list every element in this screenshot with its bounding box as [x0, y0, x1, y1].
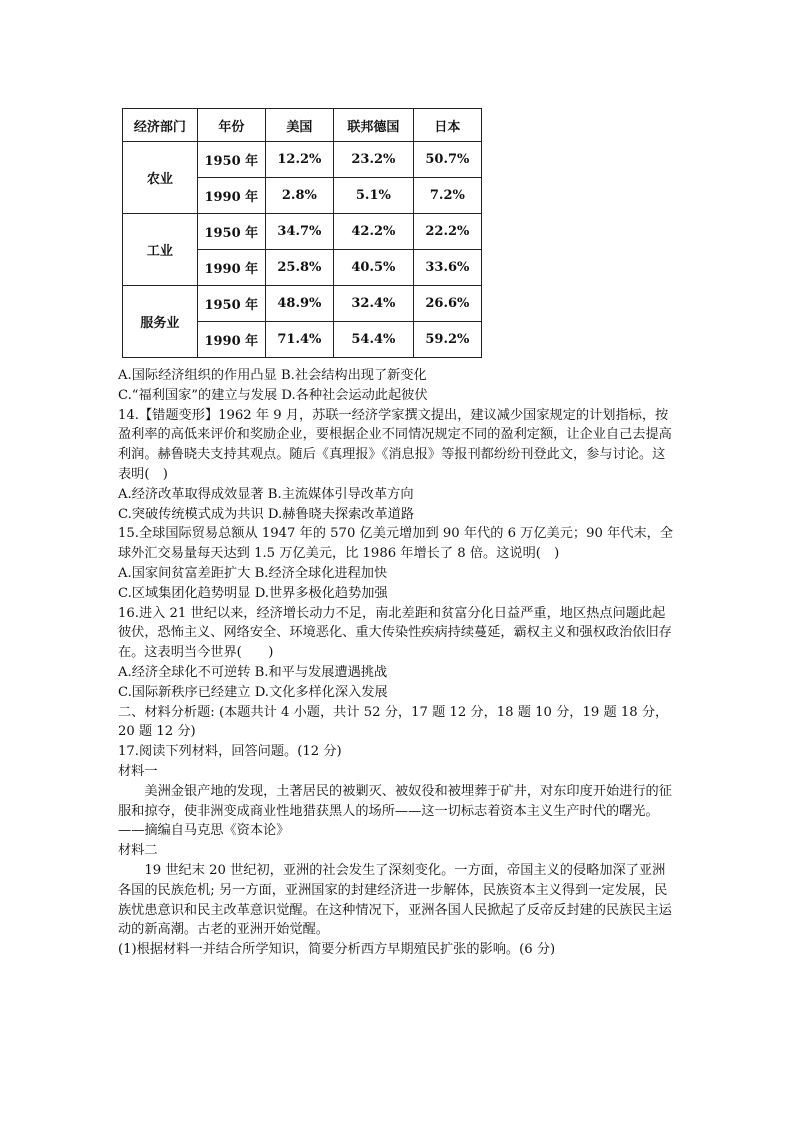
- table-row: [123, 142, 482, 178]
- header-sector: 经济部门: [123, 109, 198, 142]
- option-line: A.国家间贫富差距扩大 B.经济全球化进程加快: [118, 565, 388, 581]
- option-line: C.国际新秩序已经建立 D.文化多样化深入发展: [118, 684, 388, 700]
- option-line: A.经济全球化不可逆转 B.和平与发展遭遇挑战: [118, 664, 388, 680]
- question-16: 16.进入 21 世纪以来，经济增长动力不足，南北差距和贫富分化日益严重，地区热点问题此起彼伏，恐怖主义、网络安全、环境恶化、重大传染性疾病持续蔓延，霸权主义和强权政治依旧存在。这表明当今世界( ): [118, 605, 672, 661]
- table-row: [123, 214, 482, 250]
- sector-agriculture: 农业: [123, 142, 198, 214]
- year-cell: 1990 年: [197, 178, 265, 214]
- value-cell: 23.2%: [333, 142, 413, 178]
- table-header-row: [123, 109, 482, 142]
- material-paragraph: 美洲金银产地的发现，土著居民的被剿灭、被奴役和被埋葬于矿井，对东印度开始进行的征服和掠夺，使非洲变成商业性地猎获黑人的场所——这一切标志着资本主义生产时代的曙光。: [118, 783, 672, 819]
- value-cell: 34.7%: [265, 214, 333, 250]
- sector-services: 服务业: [123, 286, 198, 358]
- option-line: A.经济改革取得成效显著 B.主流媒体引导改革方向: [118, 486, 414, 502]
- value-cell: 33.6%: [413, 250, 481, 286]
- value-cell: 2.8%: [265, 178, 333, 214]
- value-cell: 12.2%: [265, 142, 333, 178]
- year-cell: 1950 年: [197, 214, 265, 250]
- value-cell: 48.9%: [265, 286, 333, 322]
- value-cell: 22.2%: [413, 214, 481, 250]
- material-label: 材料一: [118, 763, 158, 779]
- question-17: 17.阅读下列材料，回答问题。(12 分): [118, 744, 342, 760]
- year-cell: 1990 年: [197, 250, 265, 286]
- economic-sector-table: [122, 108, 482, 358]
- header-west-germany: 联邦德国: [333, 109, 413, 142]
- year-cell: 1950 年: [197, 286, 265, 322]
- option-line: C.突破传统模式成为共识 D.赫鲁晓夫探索改革道路: [118, 506, 415, 522]
- question-14: 14.【错题变形】1962 年 9 月，苏联一经济学家撰文提出，建议减少国家规定的计划指标，按盈利率的高低来评价和奖励企业，要根据企业不同情况规定不同的盈利定额，让企业自己去提高利润。赫鲁晓夫支持其观点。随后《真理报》《消息报》等报刊都纷纷刊登此文，参与讨论。这表明( ): [118, 407, 672, 482]
- value-cell: 7.2%: [413, 178, 481, 214]
- option-line: C.区域集团化趋势明显 D.世界多极化趋势加强: [118, 585, 388, 601]
- value-cell: 40.5%: [333, 250, 413, 286]
- table-row: [123, 286, 482, 322]
- value-cell: 42.2%: [333, 214, 413, 250]
- citation: ——摘编自马克思《资本论》: [118, 823, 290, 839]
- value-cell: 26.6%: [413, 286, 481, 322]
- value-cell: 59.2%: [413, 322, 481, 358]
- header-usa: 美国: [265, 109, 333, 142]
- option-line: C.“福利国家”的建立与发展 D.各种社会运动此起彼伏: [118, 387, 428, 403]
- value-cell: 50.7%: [413, 142, 481, 178]
- sector-industry: 工业: [123, 214, 198, 286]
- sub-question: (1)根据材料一并结合所学知识，简要分析西方早期殖民扩张的影响。(6 分): [118, 942, 556, 958]
- option-line: A.国际经济组织的作用凸显 B.社会结构出现了新变化: [118, 368, 427, 383]
- year-cell: 1990 年: [197, 322, 265, 358]
- value-cell: 71.4%: [265, 322, 333, 358]
- material-label: 材料二: [118, 843, 158, 859]
- section-heading: 二、材料分析题: (本题共计 4 小题，共计 52 分，17 题 12 分，18 题 10 分，19 题 18 分，20 题 12 分): [118, 704, 669, 740]
- value-cell: 32.4%: [333, 286, 413, 322]
- value-cell: 25.8%: [265, 250, 333, 286]
- header-year: 年份: [197, 109, 265, 142]
- material-paragraph: 19 世纪末 20 世纪初，亚洲的社会发生了深刻变化。一方面，帝国主义的侵略加深了亚洲各国的民族危机; 另一方面，亚洲国家的封建经济进一步解体，民族资本主义得到一定发展，民族忧患意识和民主改革意识觉醒。在这种情况下，亚洲各国人民掀起了反帝反封建的民族民主运动的新高潮。古老的亚洲开始觉醒。: [118, 862, 672, 938]
- value-cell: 5.1%: [333, 178, 413, 214]
- question-15: 15.全球国际贸易总额从 1947 年的 570 亿美元增加到 90 年代的 6 万亿美元；90 年代末，全球外汇交易量每天达到 1.5 万亿美元，比 1986 年增长了 8 倍。这说明( ): [118, 526, 674, 562]
- value-cell: 54.4%: [333, 322, 413, 358]
- header-japan: 日本: [413, 109, 481, 142]
- question-text: [118, 366, 678, 960]
- year-cell: 1950 年: [197, 142, 265, 178]
